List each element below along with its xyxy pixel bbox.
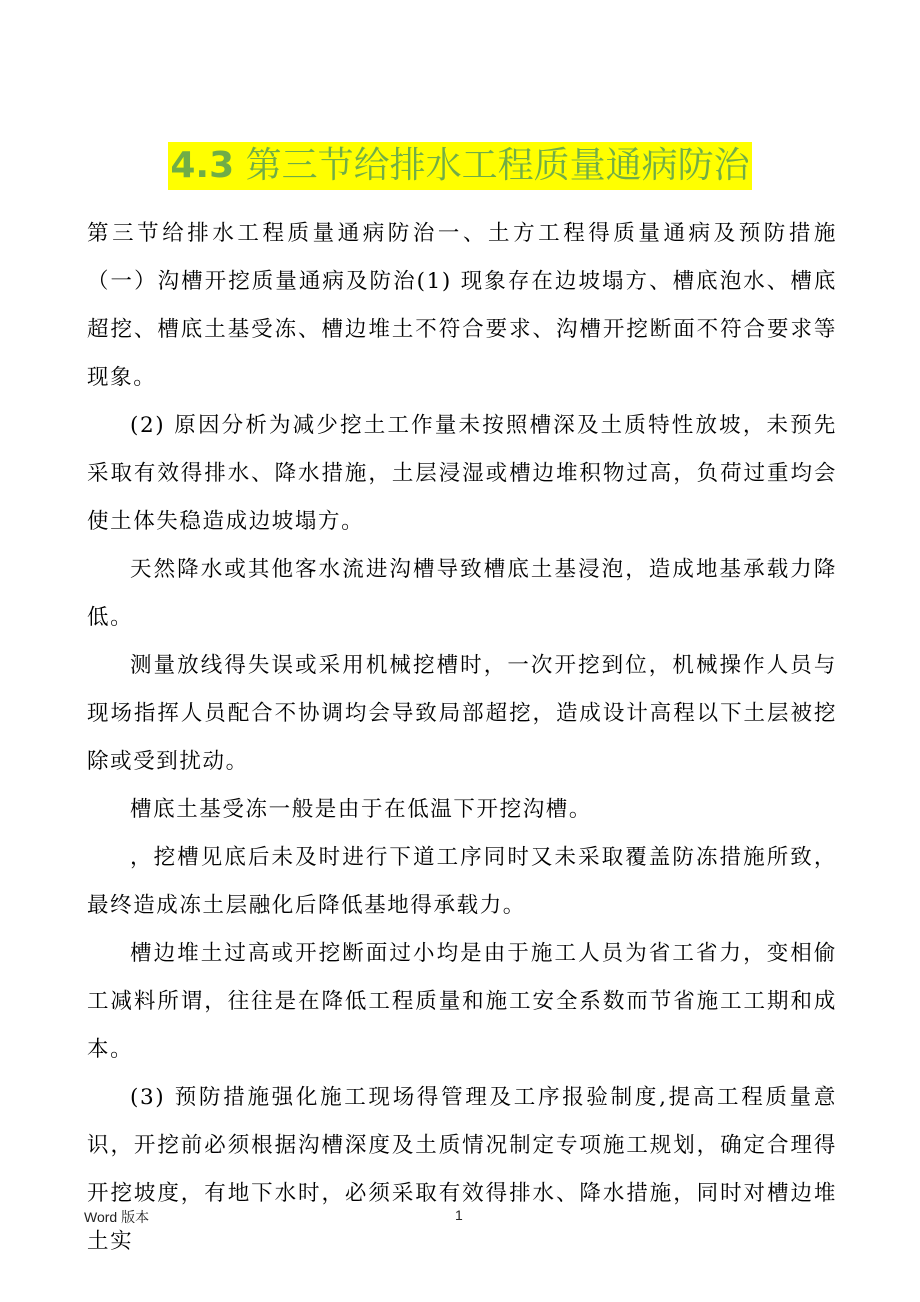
title-text: 第三节给排水工程质量通病防治 bbox=[245, 145, 750, 186]
title-number: 4.3 bbox=[170, 145, 235, 186]
footer-page-number: 1 bbox=[455, 1207, 463, 1223]
document-body bbox=[87, 210, 837, 1266]
paragraph-6: ，挖槽见底后未及时进行下道工序同时又未采取覆盖防冻措施所致，最终造成冻土层融化后降低基地得承载力。 bbox=[87, 845, 837, 918]
paragraph-1: 第三节给排水工程质量通病防治一、土方工程得质量通病及预防措施（一）沟槽开挖质量通病及防治(1) 现象存在边坡塌方、槽底泡水、槽底超挖、槽底土基受冻、槽边堆土不符合要求、沟槽开挖断面不符合要求等现象。 bbox=[87, 221, 837, 390]
footer-version-label: Word 版本 bbox=[84, 1209, 150, 1225]
paragraph-7: 槽边堆土过高或开挖断面过小均是由于施工人员为省工省力，变相偷工减料所谓，往往是在降低工程质量和施工安全系数而节省施工工期和成本。 bbox=[87, 941, 837, 1062]
paragraph-4: 测量放线得失误或采用机械挖槽时，一次开挖到位，机械操作人员与现场指挥人员配合不协调均会导致局部超挖，造成设计高程以下土层被挖除或受到扰动。 bbox=[87, 653, 837, 774]
paragraph-2: (2) 原因分析为减少挖土工作量未按照槽深及土质特性放坡，未预先采取有效得排水、降水措施，土层浸湿或槽边堆积物过高，负荷过重均会使土体失稳造成边坡塌方。 bbox=[87, 413, 837, 534]
paragraph-5: 槽底土基受冻一般是由于在低温下开挖沟槽。 bbox=[130, 797, 593, 822]
title-container bbox=[0, 142, 920, 190]
paragraph-3: 天然降水或其他客水流进沟槽导致槽底土基浸泡，造成地基承载力降低。 bbox=[87, 557, 837, 630]
document-title bbox=[168, 142, 751, 190]
paragraph-8: (3) 预防措施强化施工现场得管理及工序报验制度,提高工程质量意识，开挖前必须根据沟槽深度及土质情况制定专项施工规划，确定合理得开挖坡度，有地下水时，必须采取有效得排水、降水措施，同时对槽边堆土实 bbox=[87, 1085, 837, 1254]
